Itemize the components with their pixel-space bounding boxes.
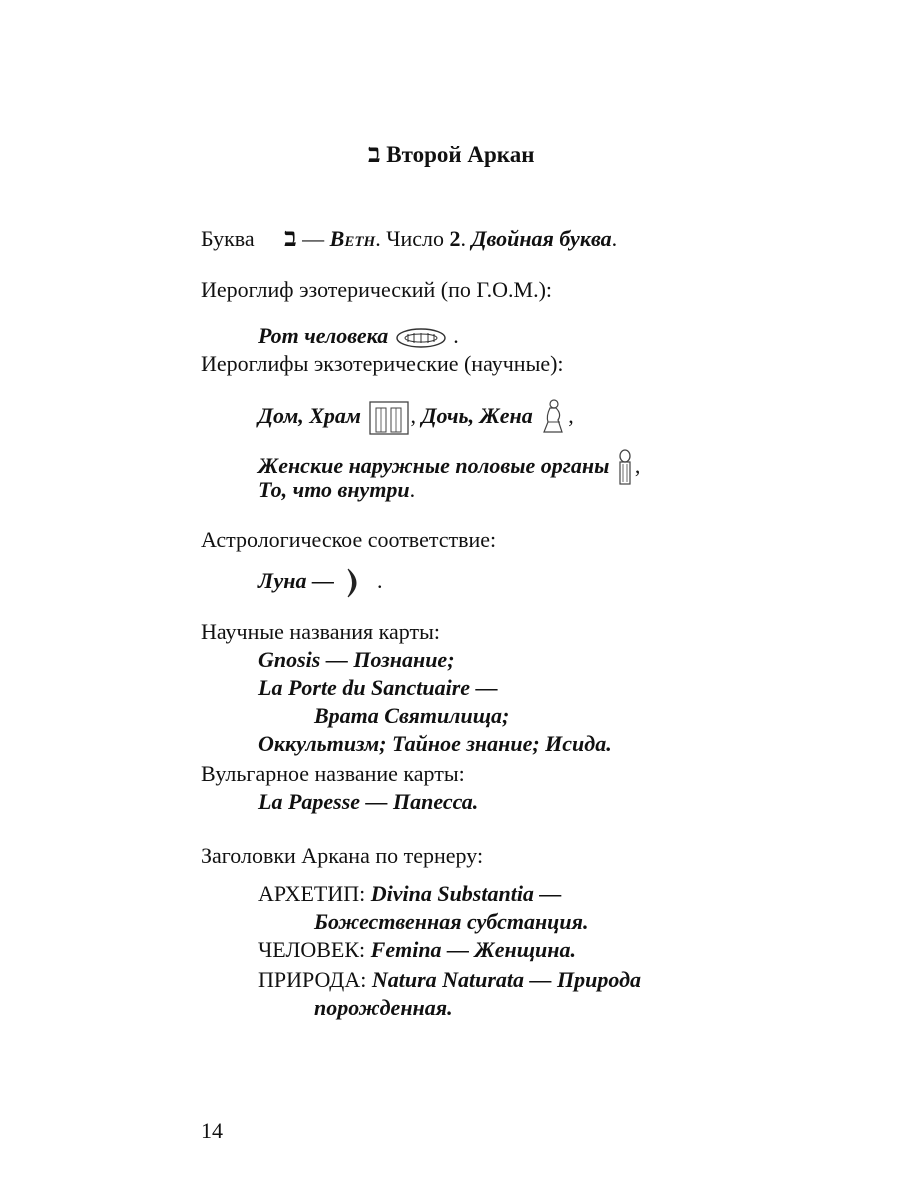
letter-end: .	[611, 226, 618, 251]
double-letter: Двойная буква	[471, 226, 612, 251]
terner-archetype	[258, 880, 561, 908]
female-organs-hieroglyph-icon	[615, 448, 635, 488]
vulgar-heading: Вульгарное название карты:	[201, 761, 465, 786]
nature-label: ПРИРОДА:	[258, 967, 372, 992]
esoteric-item	[258, 322, 459, 351]
vulgar-item: La Papesse — Папесса.	[258, 789, 479, 814]
scientific-line-4: Оккультизм; Тайное знание; Исида.	[258, 731, 612, 756]
letter-name: Ветн	[329, 226, 376, 251]
title-text: Второй Аркан	[386, 142, 535, 167]
page-title	[368, 140, 534, 169]
exoteric-end: .	[409, 477, 416, 502]
astro-end: .	[377, 568, 383, 594]
exoteric-comma-2: ,	[568, 403, 574, 429]
esoteric-end: .	[453, 323, 459, 348]
letter-number: 2	[449, 226, 461, 251]
exoteric-item-4: То, что внутри	[258, 477, 410, 502]
exoteric-line-1	[258, 398, 574, 438]
hebrew-letter-beth: ב	[284, 223, 297, 252]
number-label: . Число	[375, 226, 450, 251]
exoteric-item-3: Женские наружные половые органы	[258, 453, 610, 479]
terner-human	[258, 936, 576, 964]
letter-dash: —	[302, 226, 325, 251]
letter-prefix: Буква	[201, 226, 255, 251]
astro-heading: Астрологическое соответствие:	[201, 527, 497, 552]
scientific-line-2: La Porte du Sanctuaire —	[258, 675, 498, 700]
moon-icon	[340, 566, 366, 600]
archetype-value: Divina Substantia —	[370, 881, 562, 906]
exoteric-comma-3: ,	[634, 453, 641, 479]
archetype-label: АРХЕТИП:	[258, 881, 371, 906]
mouth-hieroglyph-icon	[394, 325, 448, 351]
exoteric-heading: Иероглифы экзотерические (научные):	[201, 351, 564, 376]
archetype-continuation: Божественная субстанция.	[314, 909, 589, 934]
terner-nature	[258, 966, 641, 994]
nature-continuation: порожденная.	[314, 995, 453, 1020]
nature-value: Natura Naturata — Природа	[371, 967, 642, 992]
letter-sep: .	[460, 226, 472, 251]
house-temple-hieroglyph-icon	[367, 399, 411, 437]
human-value: Femina — Женщина.	[370, 937, 577, 962]
hebrew-letter-beth: ב	[368, 139, 381, 168]
exoteric-line-3	[258, 476, 415, 504]
terner-heading: Заголовки Аркана по тернеру:	[201, 843, 484, 868]
esoteric-item-text: Рот человека	[258, 323, 389, 348]
exoteric-item-2: Дочь, Жена	[421, 403, 533, 429]
astro-item-text: Луна —	[258, 568, 334, 594]
scientific-heading: Научные названия карты:	[201, 619, 441, 644]
scientific-line-3: Врата Святилища;	[314, 703, 510, 728]
exoteric-item-1: Дом, Храм	[258, 403, 362, 429]
letter-line	[201, 224, 617, 253]
page-number: 14	[201, 1118, 223, 1143]
esoteric-heading: Иероглиф эзотерический (по Г.О.М.):	[201, 277, 553, 302]
scientific-line-1: Gnosis — Познание;	[258, 647, 455, 672]
human-label: ЧЕЛОВЕК:	[258, 937, 371, 962]
astro-item	[258, 566, 383, 600]
exoteric-comma-1: ,	[410, 403, 417, 429]
woman-hieroglyph-icon	[538, 398, 568, 438]
